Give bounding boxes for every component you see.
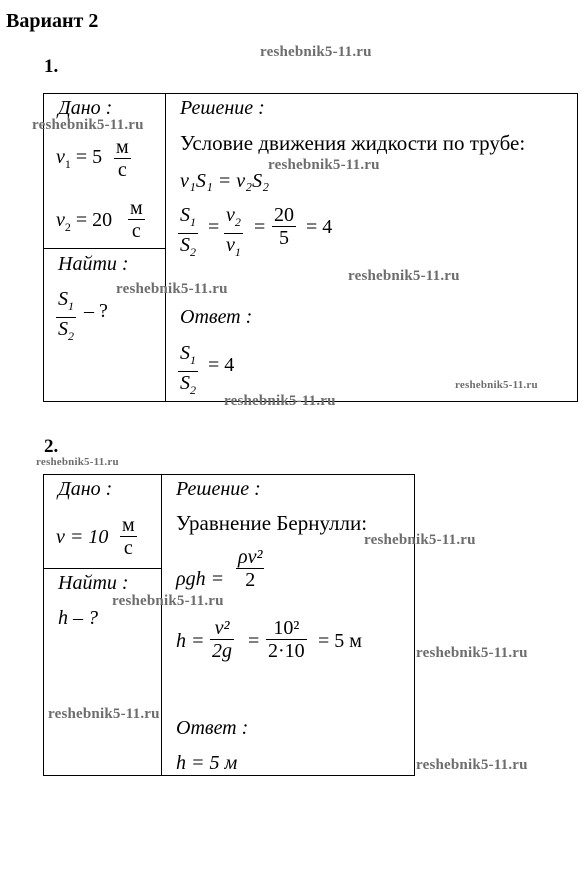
problem-1-answer-result: = 4 <box>208 354 235 376</box>
problem-1-answer-ratio: $S_1$ $S_2$ <box>180 342 196 397</box>
problem-1-v1-unit: м с <box>116 136 129 181</box>
problem-1-find-question: – ? <box>84 300 108 322</box>
watermark: reshebnik5-11.ru <box>260 44 372 60</box>
problem-1-ratio-num: 20 5 <box>274 204 294 249</box>
problem-2-given-separator <box>43 568 161 569</box>
problem-1-divider <box>165 93 166 402</box>
problem-2-answer: h = 5 м <box>176 752 238 774</box>
problem-1-number: 1. <box>44 56 59 77</box>
problem-2-answer-label: Ответ : <box>176 717 249 739</box>
problem-1-solution-label: Решение : <box>180 97 265 119</box>
problem-1-v1: $v_1 = 5$ <box>56 146 103 171</box>
problem-2-h-frac-1: v² 2g <box>212 617 232 662</box>
watermark: reshebnik5-11.ru <box>268 157 380 173</box>
problem-1-find-ratio: $S_1$ $S_2$ <box>58 288 74 343</box>
watermark: reshebnik5-11.ru <box>112 593 224 609</box>
watermark: reshebnik5-11.ru <box>364 532 476 548</box>
problem-2-h-eq: = <box>248 630 260 652</box>
problem-1-ratio-s: $S_1$ $S_2$ <box>180 204 196 259</box>
problem-2-h-result: = 5 м <box>318 630 362 652</box>
problem-1-given-separator <box>43 248 165 249</box>
watermark: reshebnik5-11.ru <box>455 379 538 391</box>
problem-1-v2: $v_2 = 20$ <box>56 209 113 234</box>
problem-1-eq-2: = <box>254 216 266 238</box>
problem-2-solution-label: Решение : <box>176 478 261 500</box>
problem-2-bernoulli-text: Уравнение Бернулли: <box>176 511 368 535</box>
watermark: reshebnik5-11.ru <box>32 117 144 133</box>
watermark: reshebnik5-11.ru <box>416 645 528 661</box>
watermark: reshebnik5-11.ru <box>116 281 228 297</box>
problem-2-number: 2. <box>44 436 59 457</box>
problem-2-divider <box>161 474 162 776</box>
watermark: reshebnik5-11.ru <box>416 757 528 773</box>
watermark: reshebnik5-11.ru <box>48 706 160 722</box>
watermark: reshebnik5-11.ru <box>348 268 460 284</box>
problem-2-v-unit: м с <box>122 514 135 559</box>
problem-1-ratio-result: = 4 <box>306 216 333 238</box>
problem-2-h-frac-2: 10² 2·10 <box>268 617 305 662</box>
problem-1-ratio-v: $v_2$ $v_1$ <box>226 204 241 259</box>
problem-2-rho-frac: ρv² 2 <box>238 546 263 591</box>
problem-1-condition-text: Условие движения жидкости по трубе: <box>180 131 526 155</box>
problem-2-h-lhs: h = <box>176 630 205 652</box>
problem-1-find-label: Найти : <box>58 253 129 275</box>
watermark: reshebnik5-11.ru <box>224 393 336 409</box>
problem-2-find-label: Найти : <box>58 572 129 594</box>
problem-2-find-h: h – ? <box>58 607 98 629</box>
problem-1-eq-1: = <box>208 216 220 238</box>
watermark: reshebnik5-11.ru <box>36 456 119 468</box>
problem-1-v2-unit: м с <box>130 197 143 242</box>
problem-1-answer-label: Ответ : <box>180 306 253 328</box>
page-title: Вариант 2 <box>6 10 99 32</box>
problem-1-given-label: Дано : <box>58 97 113 119</box>
problem-2-rho-lhs: ρgh = <box>176 568 225 590</box>
problem-1-continuity-equation: v₁S₁ = v₂S₂ <box>180 170 270 192</box>
problem-2-given-label: Дано : <box>58 478 113 500</box>
problem-2-v: v = 10 <box>56 526 109 548</box>
